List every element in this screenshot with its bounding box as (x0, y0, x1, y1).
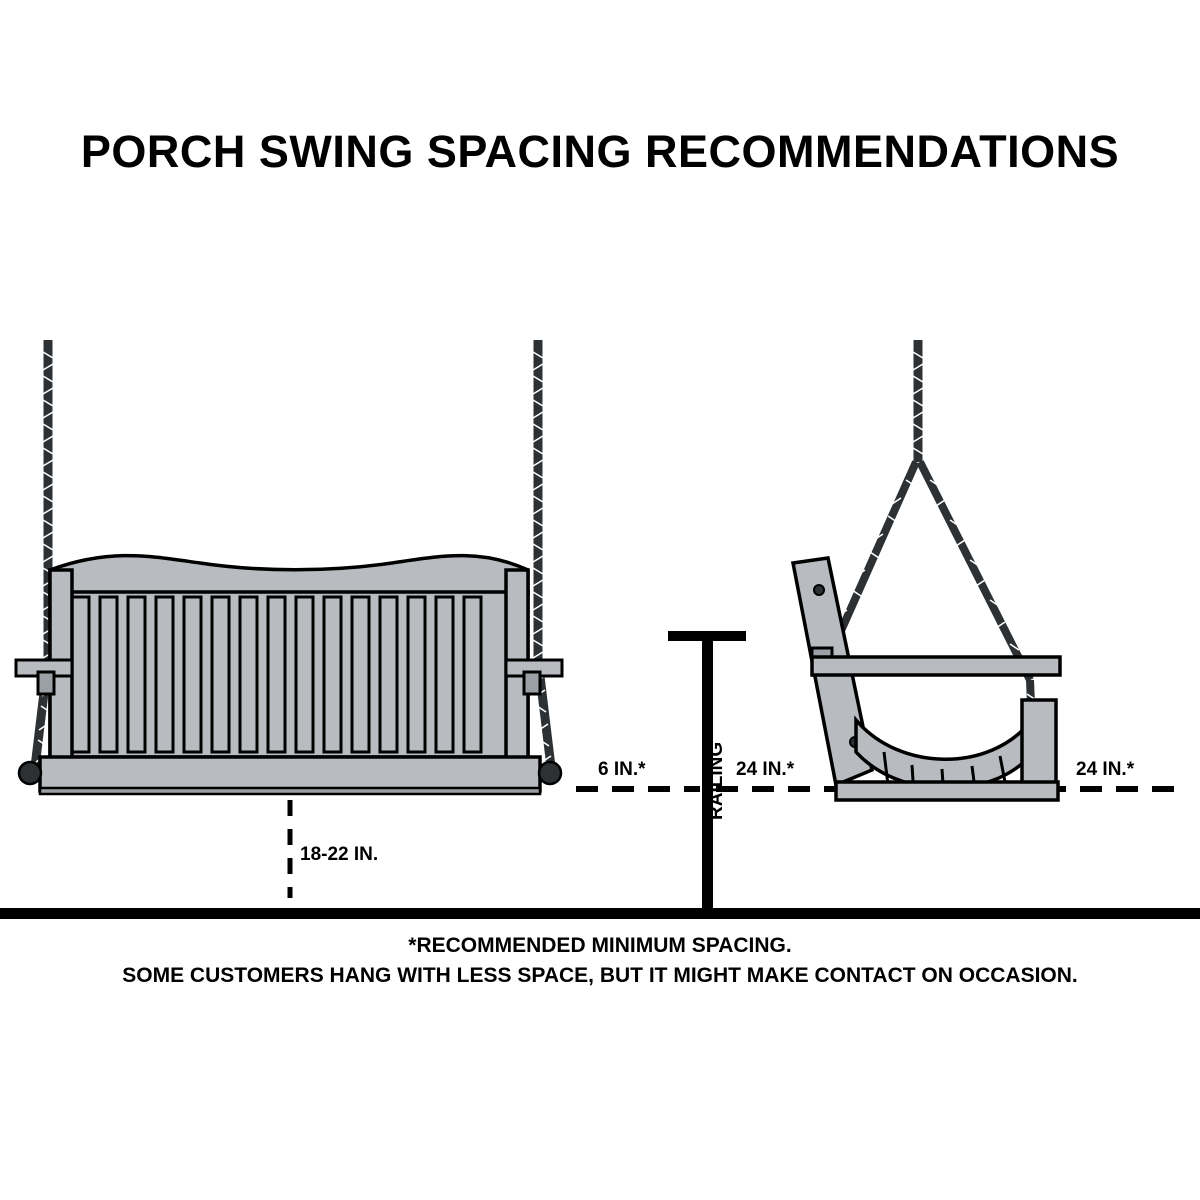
front-right-chain-mount (539, 762, 561, 784)
side-bottom-rail (836, 782, 1058, 800)
front-backrest-slats (72, 597, 481, 752)
rail-gap-label: 6 IN.* (598, 759, 646, 780)
footnote-line-2: SOME CUSTOMERS HANG WITH LESS SPACE, BUT IT MIGHT MAKE CONTACT ON OCCASION. (122, 964, 1078, 987)
seat-height-dimension (290, 800, 378, 898)
floor-line (0, 908, 1200, 919)
front-seat-underside (40, 788, 540, 794)
side-front-apron (1022, 700, 1056, 792)
chain-front-right (533, 340, 552, 775)
chain-side-main (913, 340, 923, 462)
front-view-group (16, 340, 562, 794)
railing (668, 631, 746, 909)
railing-label: RAILING (706, 741, 727, 820)
front-backrest-top-rail (50, 556, 528, 595)
front-seat-edge (40, 757, 540, 791)
side-view-group (793, 340, 1060, 800)
front-backrest-panel (50, 592, 528, 757)
back-clearance-label: 24 IN.* (1076, 759, 1135, 780)
side-armrest (812, 657, 1060, 675)
front-left-chain-mount (19, 762, 41, 784)
seat-height-label: 18-22 IN. (300, 844, 379, 865)
footnote-line-1: *RECOMMENDED MINIMUM SPACING. (408, 934, 792, 957)
side-backrest-bolt-top (814, 585, 824, 595)
front-clearance-label: 24 IN.* (736, 759, 795, 780)
page-title: PORCH SWING SPACING RECOMMENDATIONS (80, 126, 1120, 177)
